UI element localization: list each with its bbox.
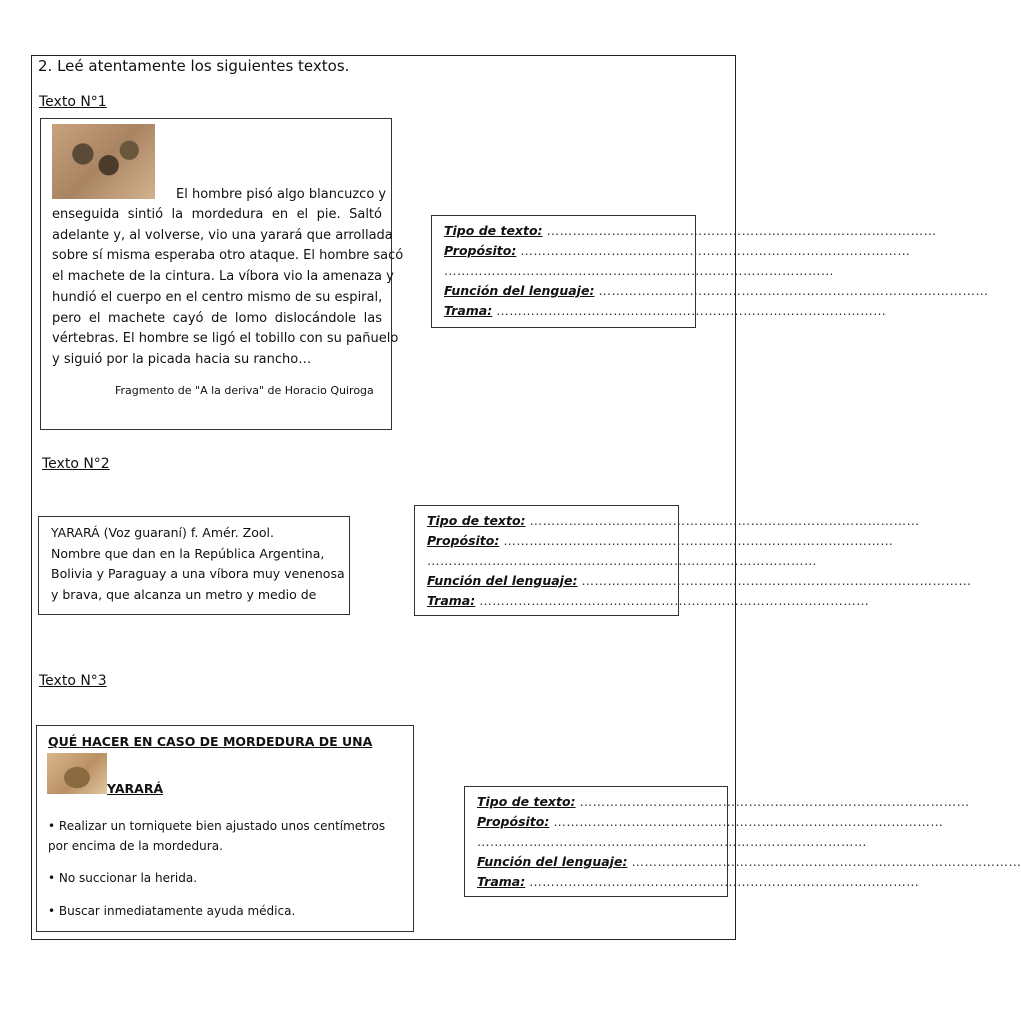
- answer-card-1: [431, 215, 989, 328]
- tipo-label: Tipo de texto:: [477, 794, 576, 809]
- texto3-bullet: • Realizar un torniquete bien ajustado unos centímetros: [48, 819, 386, 833]
- texto1-box: [40, 118, 404, 430]
- tipo-label: Tipo de texto:: [427, 513, 526, 528]
- texto3-bullet: • Buscar inmediatamente ayuda médica.: [48, 904, 296, 918]
- snake-image: [47, 753, 107, 794]
- texto1-line: y siguió por la picada hacia su rancho…: [52, 351, 312, 367]
- texto3-bullet: • No succionar la herida.: [48, 871, 198, 885]
- proposito-label: Propósito:: [477, 814, 550, 829]
- funcion-label: Función del lenguaje:: [477, 854, 628, 869]
- proposito-answer-line[interactable]: ………………………………………………………………………………: [520, 243, 911, 258]
- texto2-label: Texto N°2: [42, 456, 110, 472]
- tipo-answer-line[interactable]: ………………………………………………………………………………: [529, 513, 920, 528]
- funcion-answer-line[interactable]: ………………………………………………………………………………: [581, 573, 972, 588]
- proposito-answer-line-2[interactable]: ………………………………………………………………………………: [427, 553, 817, 568]
- funcion-label: Función del lenguaje:: [427, 573, 578, 588]
- answer-card-2: [414, 505, 972, 616]
- texto1-line: vértebras. El hombre se ligó el tobillo con su pañuelo: [52, 331, 399, 347]
- proposito-answer-line[interactable]: ………………………………………………………………………………: [553, 814, 944, 829]
- texto2-line: YARARÁ (Voz guaraní) f. Amér. Zool.: [51, 525, 274, 540]
- texto3-title: QUÉ HACER EN CASO DE MORDEDURA DE UNA: [48, 734, 373, 749]
- texto1-line: pero el machete cayó de lomo dislocándole las: [52, 310, 382, 326]
- texto1-line: hundió el cuerpo en el centro mismo de su espiral,: [52, 289, 383, 305]
- trama-label: Trama:: [427, 593, 476, 608]
- texto1-source: Fragmento de "A la deriva" de Horacio Quiroga: [115, 384, 374, 397]
- texto3-bullet: por encima de la mordedura.: [48, 839, 223, 853]
- texto1-label: Texto N°1: [39, 94, 107, 110]
- tipo-label: Tipo de texto:: [444, 223, 543, 238]
- funcion-answer-line[interactable]: ………………………………………………………………………………: [598, 283, 989, 298]
- proposito-label: Propósito:: [427, 533, 500, 548]
- proposito-label: Propósito:: [444, 243, 517, 258]
- texto2-line: Nombre que dan en la República Argentina,: [51, 545, 325, 561]
- trama-answer-line[interactable]: ………………………………………………………………………………: [496, 303, 887, 318]
- texto3-title-2: YARARÁ: [107, 781, 164, 796]
- funcion-label: Función del lenguaje:: [444, 283, 595, 298]
- answer-card-3: [464, 786, 1021, 897]
- exercise-heading: 2. Leé atentamente los siguientes textos.: [38, 57, 350, 75]
- proposito-answer-line[interactable]: ………………………………………………………………………………: [503, 533, 894, 548]
- texto1-paragraph: [52, 205, 404, 371]
- texto1-line: sobre sí misma esperaba otro ataque. El hombre sacó: [52, 248, 404, 264]
- trama-label: Trama:: [444, 303, 493, 318]
- trama-answer-line[interactable]: ………………………………………………………………………………: [479, 593, 870, 608]
- texto3-box: [36, 725, 414, 932]
- texto1-line: enseguida sintió la mordedura en el pie. Saltó: [52, 207, 382, 222]
- tipo-answer-line[interactable]: ………………………………………………………………………………: [579, 794, 970, 809]
- tipo-answer-line[interactable]: ………………………………………………………………………………: [546, 223, 937, 238]
- texto2-line: y brava, que alcanza un metro y medio de: [51, 586, 317, 602]
- proposito-answer-line-2[interactable]: ………………………………………………………………………………: [444, 263, 834, 278]
- snake-image: [52, 124, 155, 199]
- texto2-line: Bolivia y Paraguay a una víbora muy venenosa: [51, 566, 345, 581]
- texto1-first-line: El hombre pisó algo blancuzco y: [176, 187, 387, 202]
- texto1-line: adelante y, al volverse, vio una yarará que arrollada: [52, 227, 393, 243]
- texto3-label: Texto N°3: [39, 673, 107, 689]
- funcion-answer-line[interactable]: ………………………………………………………………………………: [631, 854, 1021, 869]
- texto2-box: [38, 516, 350, 615]
- trama-label: Trama:: [477, 874, 526, 889]
- texto1-line: el machete de la cintura. La víbora vio la amenaza y: [52, 269, 394, 285]
- proposito-answer-line-2[interactable]: ………………………………………………………………………………: [477, 834, 867, 849]
- trama-answer-line[interactable]: ………………………………………………………………………………: [529, 874, 920, 889]
